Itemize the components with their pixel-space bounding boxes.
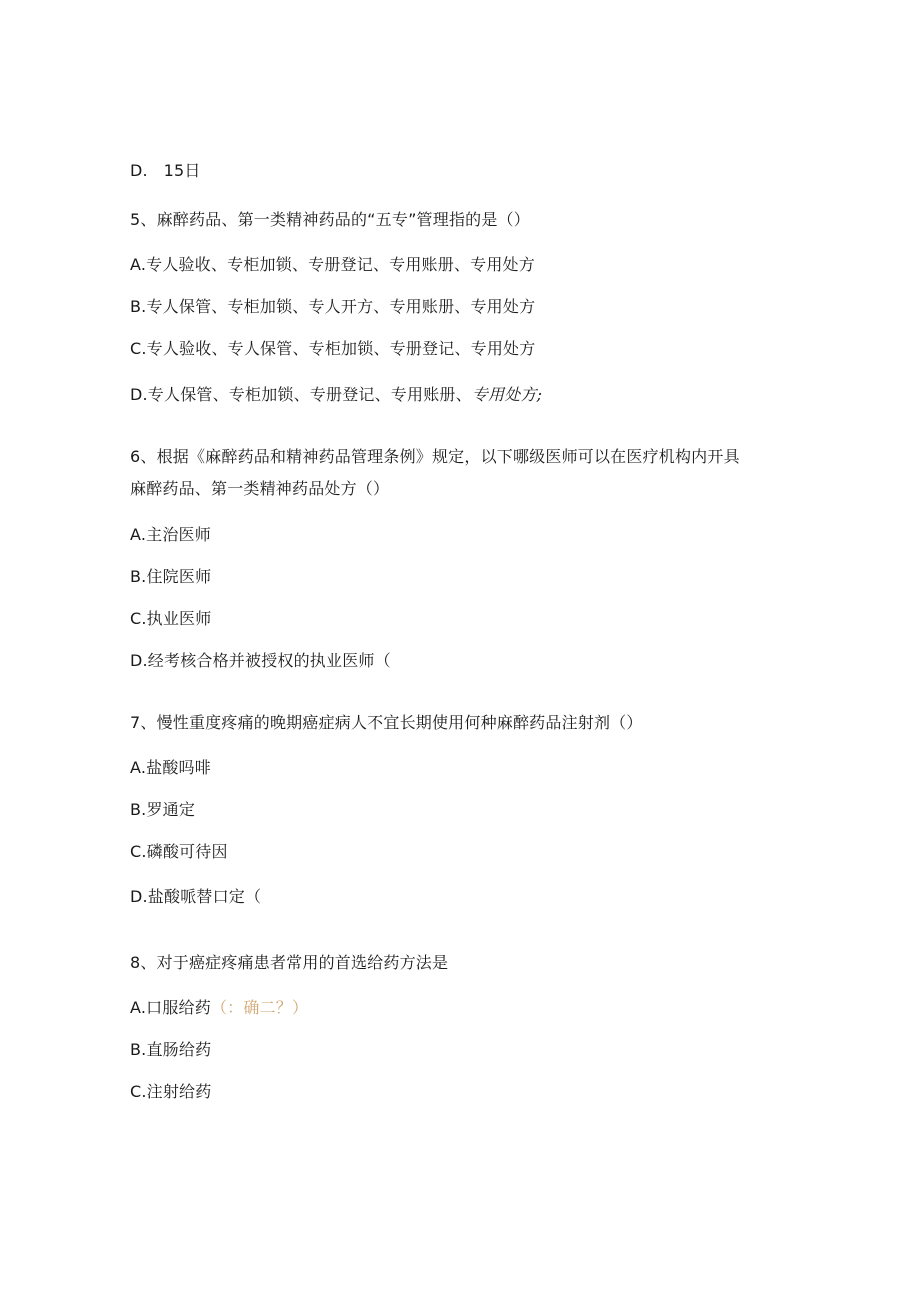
q6-option-c: C.执业医师 <box>130 609 212 628</box>
q6-question-line1: 6、根据《麻醉药品和精神药品管理条例》规定，以下哪级医师可以在医疗机构内开具 <box>130 447 740 466</box>
q8-option-b: B.直肠给药 <box>130 1040 212 1059</box>
q5-option-d-tail: 专用处方; <box>471 385 543 404</box>
q6-option-d: D.经考核合格并被授权的执业医师（ <box>130 651 391 670</box>
prev-option-d: D. 15日 <box>130 161 201 180</box>
q8-question: 8、对于癌症疼痛患者常用的首选给药方法是 <box>130 953 449 972</box>
q5-option-c: C.专人验收、专人保管、专柜加锁、专册登记、专用处方 <box>130 339 536 358</box>
q7-option-c: C.磷酸可待因 <box>130 842 228 861</box>
q7-question: 7、慢性重度疼痛的晚期癌症病人不宜长期使用何种麻醉药品注射剂（） <box>130 713 643 732</box>
q6-option-b: B.住院医师 <box>130 567 212 586</box>
q8-option-a-hint: （：确二？） <box>210 998 309 1017</box>
q8-option-a-main: A.口服给药 <box>130 998 211 1017</box>
q5-option-a: A.专人验收、专柜加锁、专册登记、专用账册、专用处方 <box>130 255 535 274</box>
q5-option-d <box>130 384 542 406</box>
q8-option-c: C.注射给药 <box>130 1082 212 1101</box>
q7-option-b: B.罗通定 <box>130 800 196 819</box>
q7-option-a: A.盐酸吗啡 <box>130 758 211 777</box>
q7-option-d: D.盐酸哌替口定（ <box>130 887 262 906</box>
q5-question: 5、麻醉药品、第一类精神药品的“五专”管理指的是（） <box>130 210 530 229</box>
q8-option-a <box>130 997 308 1019</box>
q6-question-line2: 麻醉药品、第一类精神药品处方（） <box>130 479 390 498</box>
q5-option-b: B.专人保管、专柜加锁、专人开方、专用账册、专用处方 <box>130 297 536 316</box>
q5-option-d-main: D.专人保管、专柜加锁、专册登记、专用账册、 <box>130 385 472 404</box>
q6-option-a: A.主治医师 <box>130 525 211 544</box>
